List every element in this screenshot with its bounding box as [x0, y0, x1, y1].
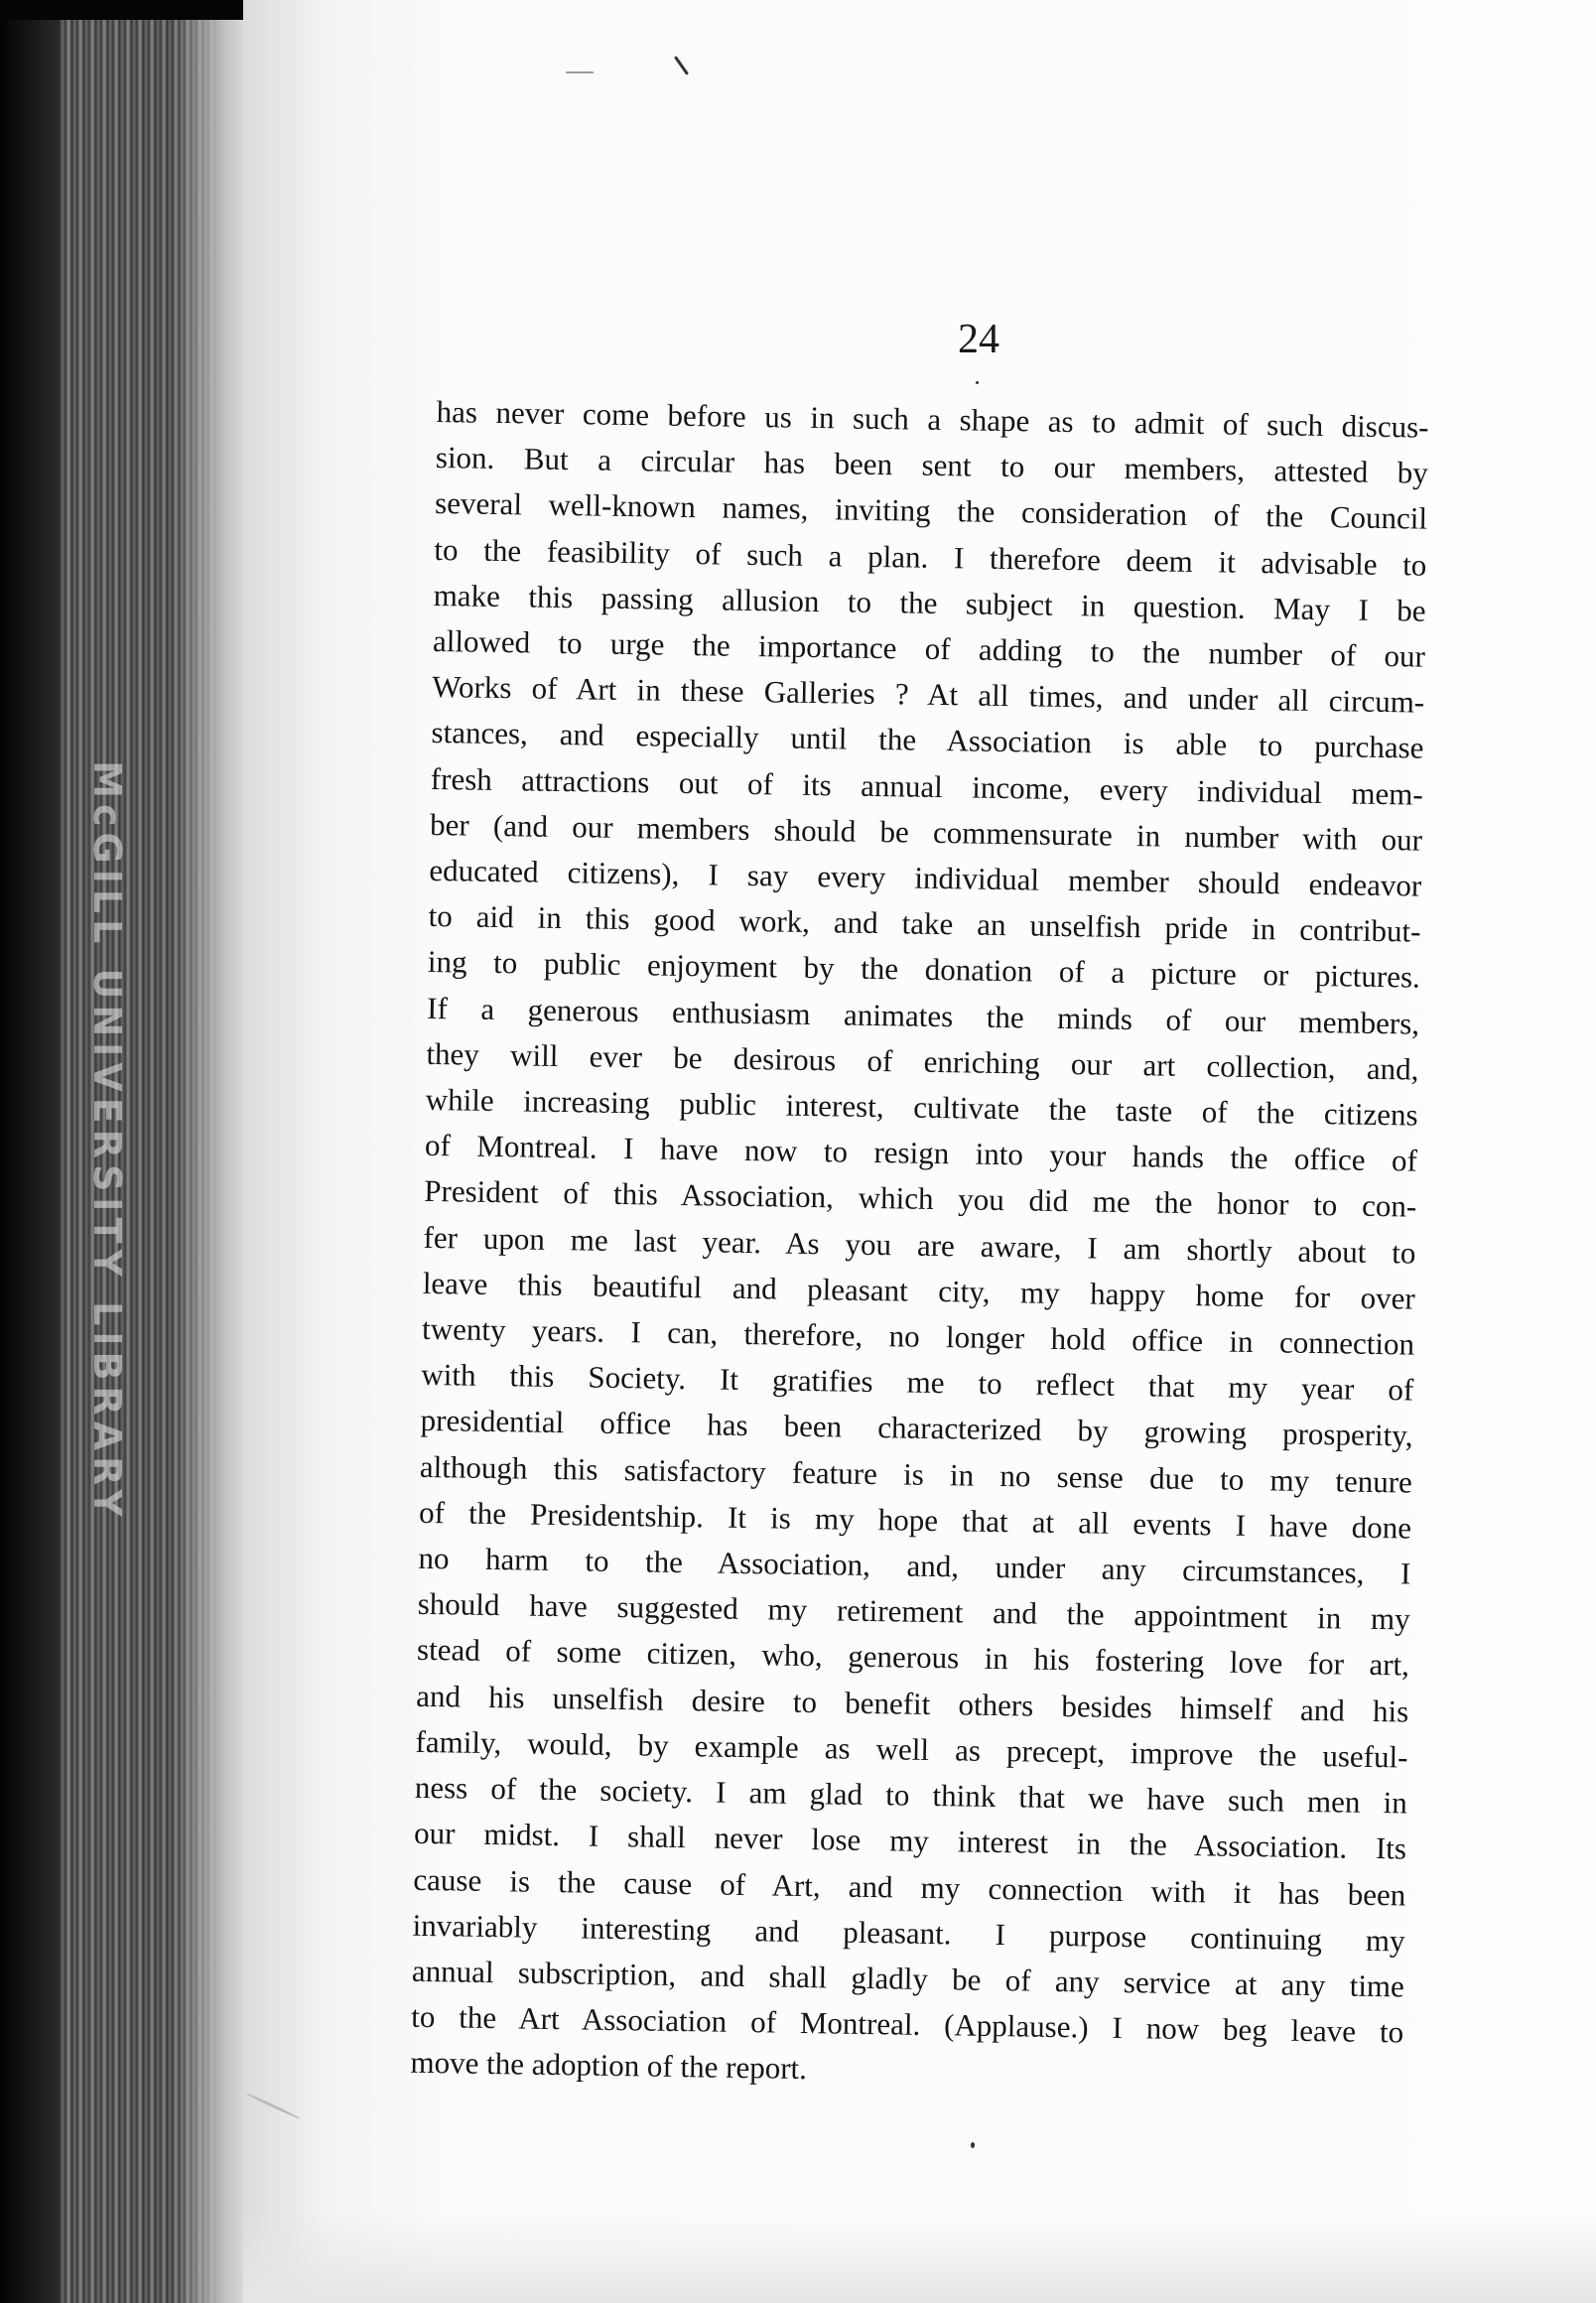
- scan-speck: [976, 381, 979, 384]
- text-line: twenty years. I can, therefore, no longer hold office in connection: [421, 1310, 1415, 1362]
- text-line: our midst. I shall never lose my interest in the Association. Its: [413, 1816, 1407, 1866]
- text-line: they will ever be desirous of enriching our art collection, and,: [426, 1035, 1419, 1087]
- text-line: and his unselfish desire to benefit others besides himself and his: [416, 1678, 1409, 1729]
- text-line: family, would, by example as well as precept, improve the useful-: [415, 1723, 1408, 1775]
- text-line: while increasing public interest, cultivate the taste of the citizens: [425, 1081, 1418, 1133]
- text-line: has never come before us in such a shape as to admit of such discus-: [436, 393, 1429, 445]
- text-line: stances, and especially until the Association is able to purchase: [431, 715, 1424, 766]
- text-line: to aid in this good work, and take an unselfish pride in contribut-: [428, 898, 1421, 949]
- text-line: ber (and our members should be commensurate in number with our: [429, 806, 1423, 858]
- text-line: of the Presidentship. It is my hope that at all events I have done: [418, 1494, 1412, 1546]
- page-edges-fade: [174, 0, 243, 2303]
- text-line: annual subscription, and shall gladly be of any service at any time: [411, 1953, 1405, 2004]
- text-line: educated citizens), I say every individual member should endeavor: [429, 852, 1422, 903]
- text-line: If a generous enthusiasm animates the minds of our members,: [426, 990, 1420, 1041]
- text-line: leave this beautiful and pleasant city, my happy home for over: [422, 1265, 1416, 1316]
- scan-speck: [245, 2092, 301, 2119]
- text-line: stead of some citizen, who, generous in his fostering love for art,: [416, 1632, 1410, 1684]
- book-binding: [0, 0, 60, 2303]
- text-line: presidential office has been characterized by growing prosperity,: [420, 1403, 1413, 1454]
- text-line: invariably interesting and pleasant. I purpose continuing my: [412, 1907, 1405, 1959]
- text-line: to the Art Association of Montreal. (Applause.) I now beg leave to: [410, 1998, 1404, 2050]
- text-line: cause is the cause of Art, and my connection with it has been: [413, 1861, 1406, 1913]
- scan-speck: [971, 2142, 975, 2148]
- scan-speck: [566, 71, 594, 73]
- text-line: Works of Art in these Galleries ? At all times, and under all circum-: [432, 669, 1425, 720]
- text-line: fer upon me last year. As you are aware, I am shortly about to: [423, 1219, 1416, 1271]
- page-number: 24: [958, 317, 999, 362]
- text-line: of Montreal. I have now to resign into your hands the office of: [424, 1128, 1418, 1178]
- library-edge-stamp: [77, 735, 137, 1549]
- text-line: ness of the society. I am glad to think that we have such men in: [414, 1769, 1408, 1821]
- text-line: President of this Association, which you did me the honor to con-: [424, 1173, 1417, 1225]
- text-line: although this satisfactory feature is in no sense due to my tenure: [419, 1448, 1413, 1500]
- text-line: fresh attractions out of its annual income, every individual mem-: [430, 760, 1423, 812]
- text-line: sion. But a circular has been sent to our members, attested by: [435, 440, 1429, 490]
- page-bottom-shadow: [243, 2214, 1596, 2303]
- text-line: several well-known names, inviting the consideration of the Council: [434, 485, 1428, 537]
- text-line: allowed to urge the importance of adding to the number of our: [432, 622, 1426, 674]
- text-line: move the adoption of the report.: [410, 2045, 808, 2087]
- text-line: no harm to the Association, and, under any circumstances, I: [418, 1540, 1411, 1591]
- page-sheet: [243, 0, 1596, 2303]
- text-line: should have suggested my retirement and the appointment in my: [417, 1586, 1410, 1637]
- scan-speck: [674, 56, 689, 75]
- text-line: make this passing allusion to the subject in question. May I be: [433, 577, 1426, 628]
- body-text: [410, 389, 1429, 2101]
- text-line: to the feasibility of such a plan. I therefore deem it advisable to: [434, 531, 1427, 583]
- text-line: with this Society. It gratifies me to reflect that my year of: [421, 1357, 1414, 1408]
- library-edge-stamp-text: McGILL UNIVERSITY LIBRARY: [85, 760, 129, 1523]
- text-line: ing to public enjoyment by the donation of a picture or pictures.: [427, 944, 1421, 996]
